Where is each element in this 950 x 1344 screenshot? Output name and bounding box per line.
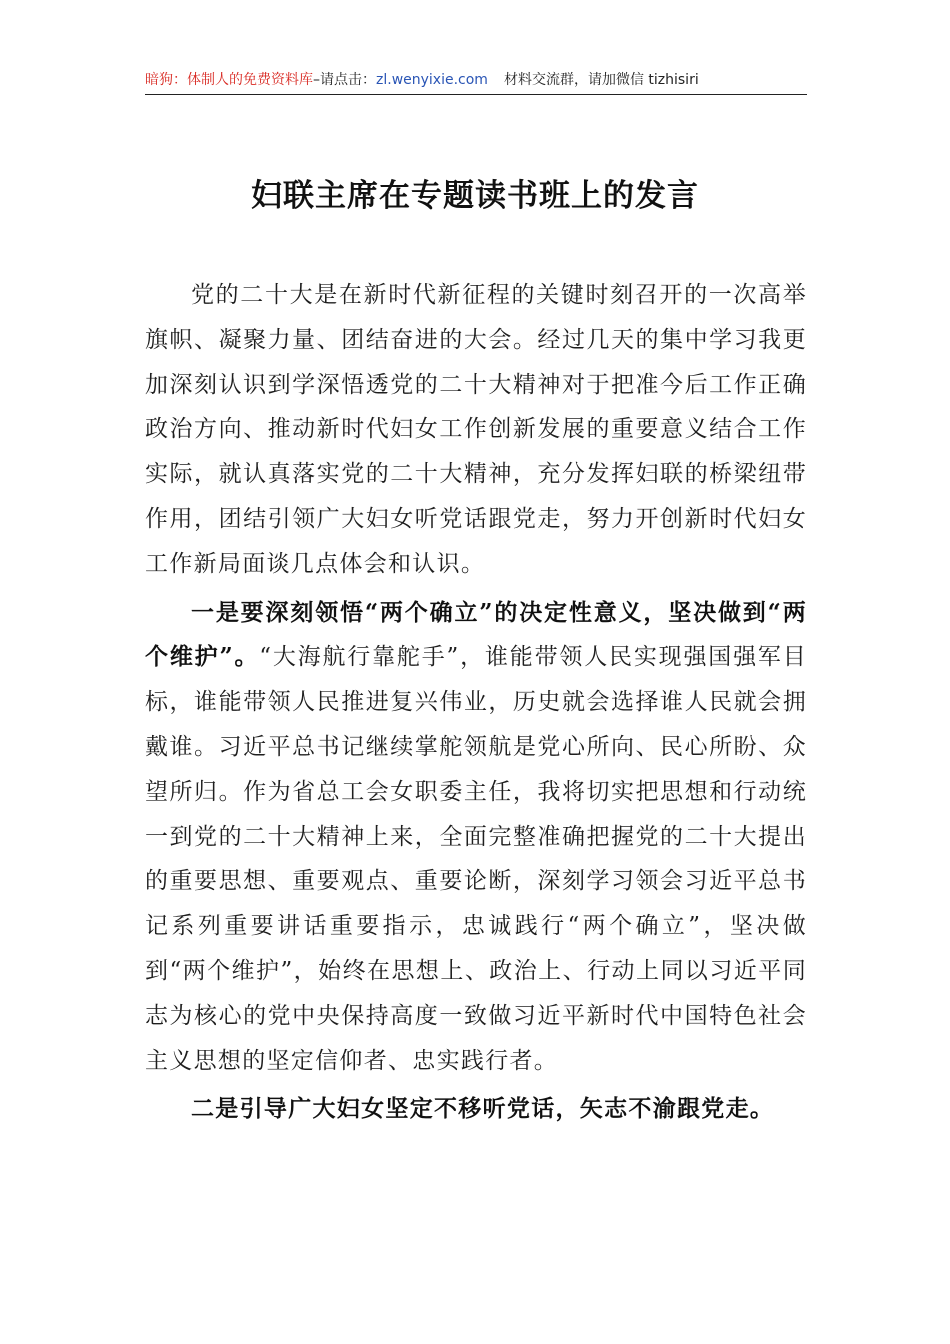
document-title: 妇联主席在专题读书班上的发言 xyxy=(251,178,699,214)
document-body xyxy=(145,273,807,1136)
header-site-name: 暗狗：体制人的免费资料库 xyxy=(145,72,313,88)
paragraph-text: “大海航行靠舵手”，谁能带领人民实现强国强军目标，谁能带领人民推进复兴伟业，历史就会选择谁人民就会拥戴谁。习近平总书记继续掌舵领航是党心所向、民心所盼、众望所归。作为省总工会女职委主任，我将切实把思想和行动统一到党的二十大精神上来，全面完整准确把握党的二十大提出的重要思想、重要观点、重要论断，深刻学习领会习近平总书记系列重要讲话重要指示，忠诚践行“两个确立”，坚决做到“两个维护”，始终在思想上、政治上、行动上同以习近平同志为核心的党中央保持高度一致做习近平新时代中国特色社会主义思想的坚定信仰者、忠实践行者。 xyxy=(145,644,807,1074)
paragraph-heading: 一是要深刻领悟“两个确立”的决定性意义，坚决做到“两个维护”。 xyxy=(145,598,807,671)
paragraph-point-one xyxy=(145,591,807,1084)
header-click-prompt: –请点击： xyxy=(313,72,376,88)
page-header xyxy=(145,66,807,95)
header-wechat-note: 材料交流群，请加微信 tizhisiri xyxy=(503,72,699,88)
paragraph-intro xyxy=(145,273,807,587)
paragraph-text: 党的二十大是在新时代新征程的关键时刻召开的一次高举旗帜、凝聚力量、团结奋进的大会。经过几天的集中学习我更加深刻认识到学深悟透党的二十大精神对于把准今后工作正确政治方向、推动新时代妇女工作创新发展的重要意义结合工作实际，就认真落实党的二十大精神，充分发挥妇联的桥梁纽带作用，团结引领广大妇女听党话跟党走，努力开创新时代妇女工作新局面谈几点体会和认识。 xyxy=(145,282,807,577)
paragraph-point-two xyxy=(145,1087,807,1132)
header-url-link[interactable]: zl.wenyixie.com xyxy=(376,72,488,88)
paragraph-heading: 二是引导广大妇女坚定不移听党话，矢志不渝跟党走。 xyxy=(191,1095,775,1123)
